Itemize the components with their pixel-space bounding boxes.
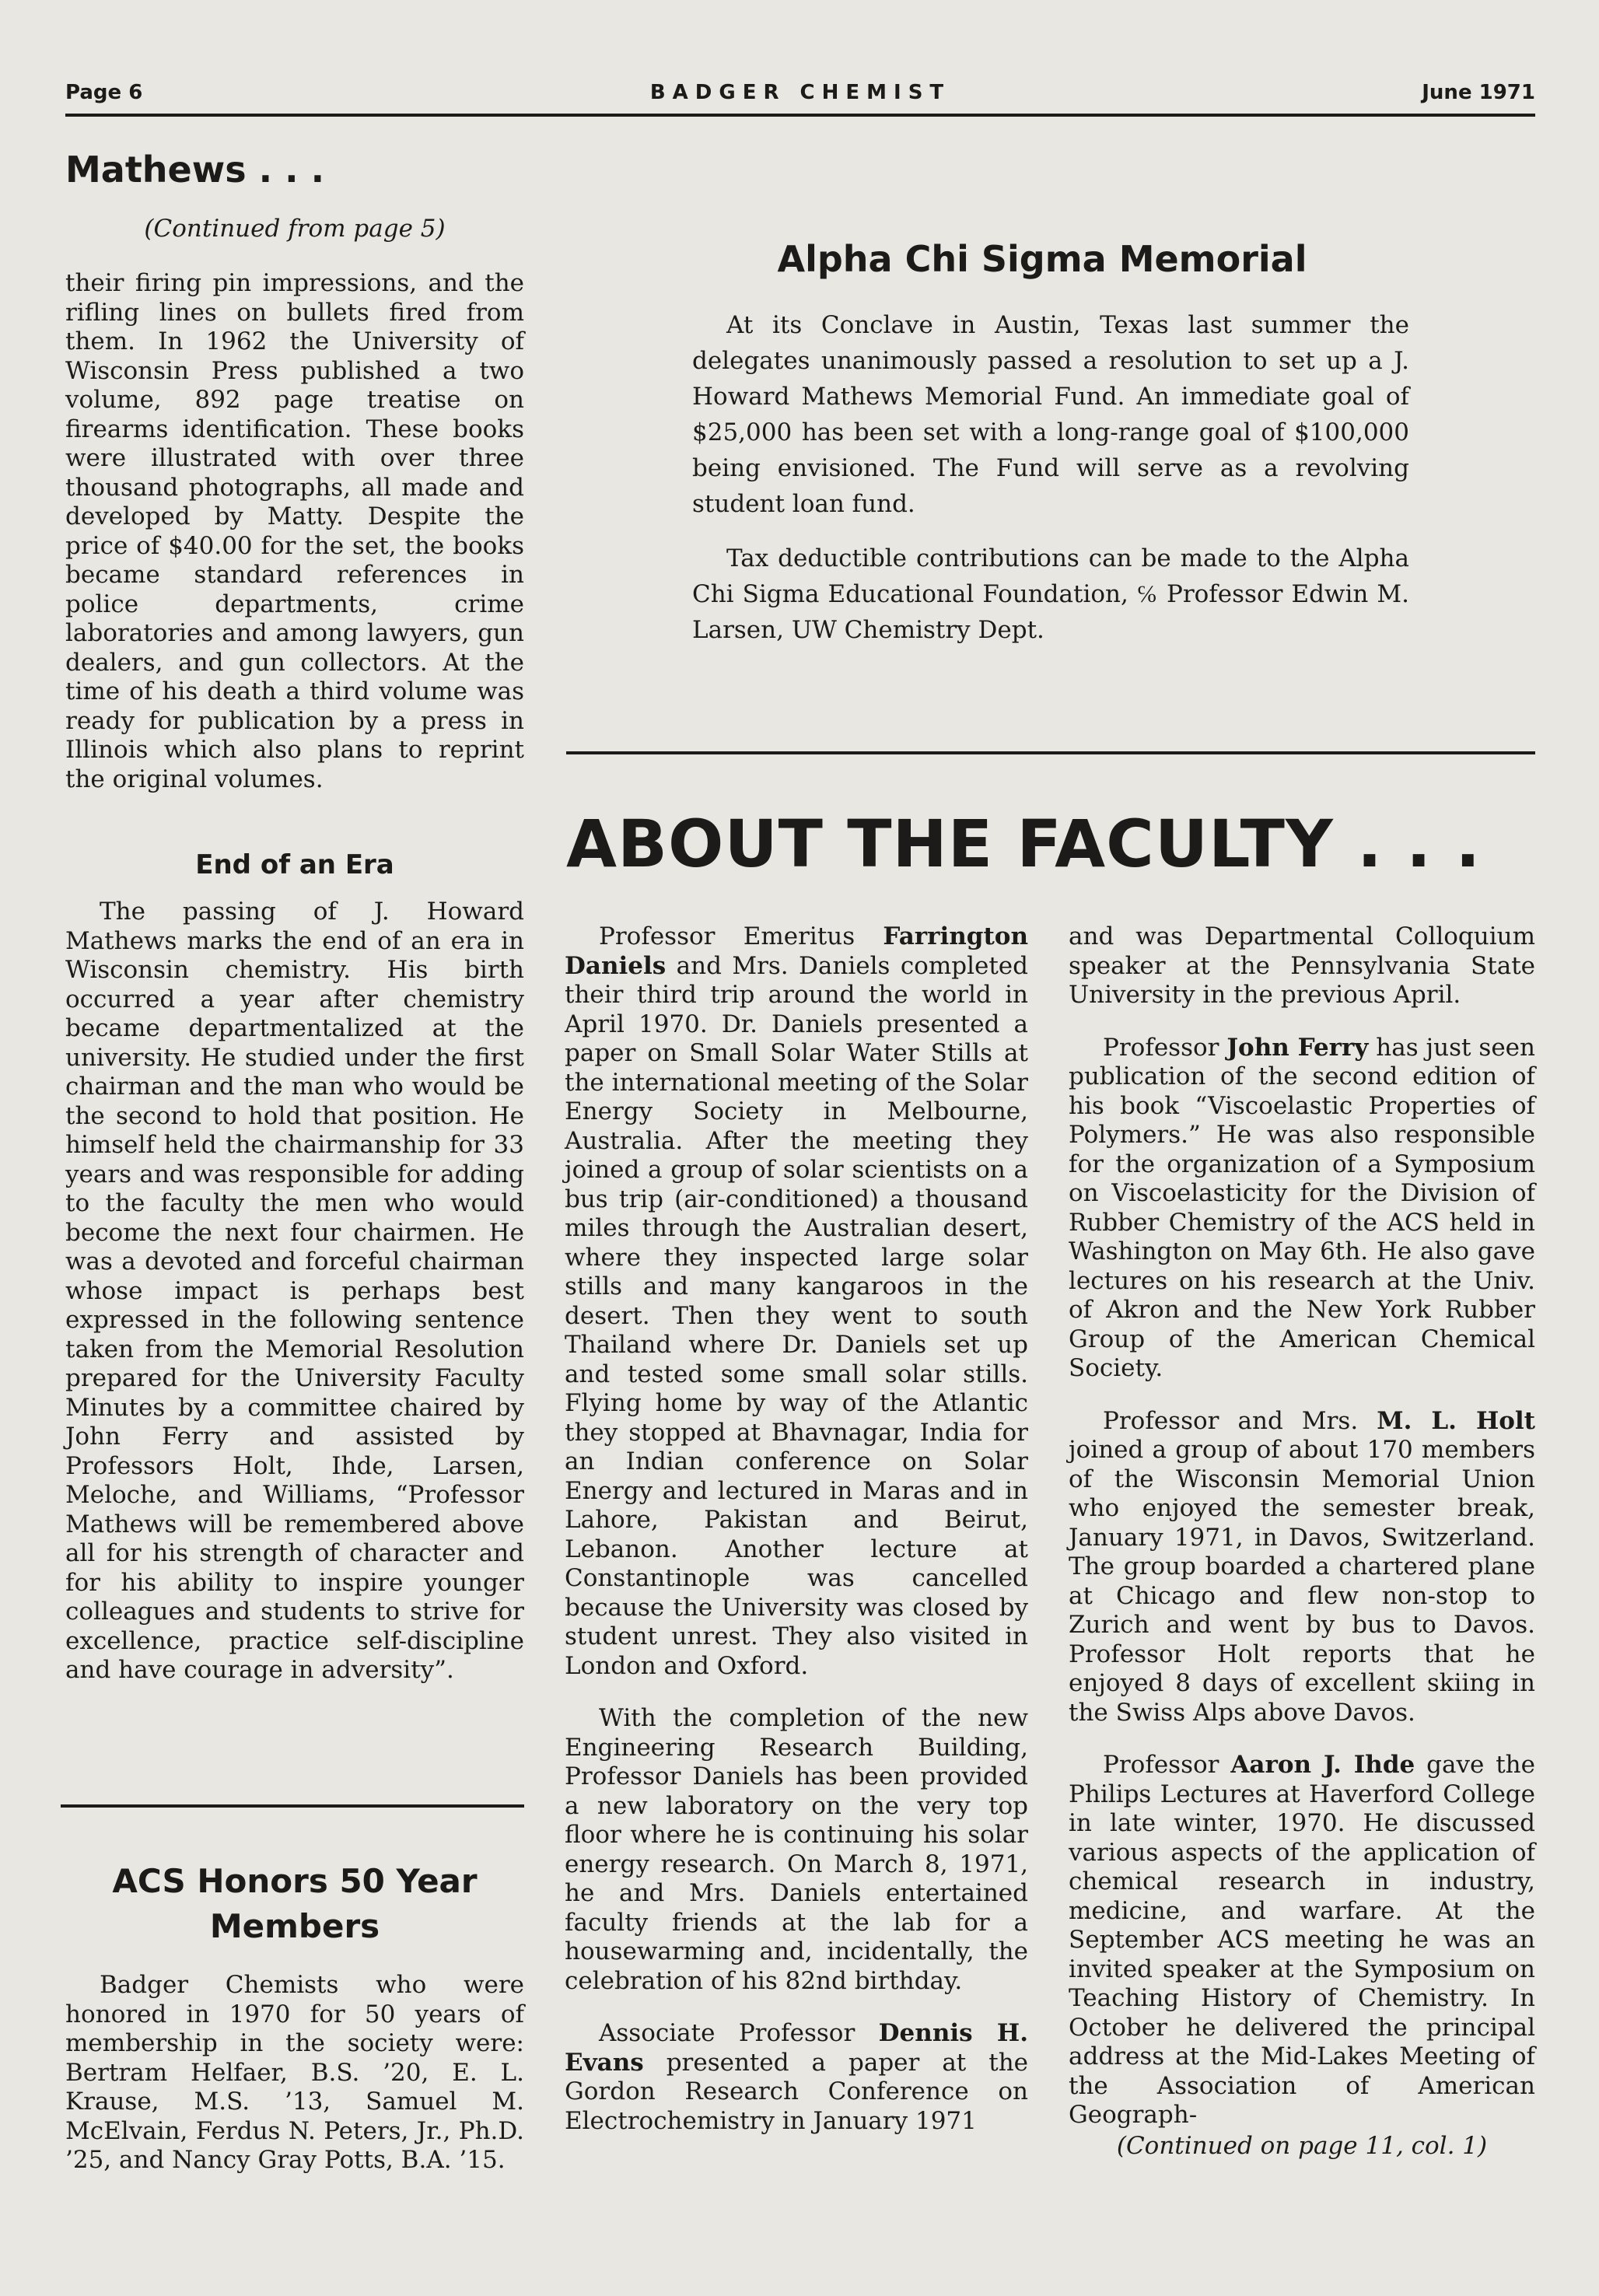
acs-honors-heading-line1: ACS Honors 50 Year [112,1862,478,1900]
ihde-name: Aaron J. Ihde [1230,1751,1415,1779]
ihde-paragraph [1069,1751,1535,2130]
evans-body: presented a paper at the Gordon Research Conference on Electrochemistry in January 1971 [565,2048,1028,2135]
acs-honors-heading-line2: Members [209,1907,380,1945]
faculty-heading: ABOUT THE FACULTY . . . [566,806,1482,882]
ferry-paragraph [1069,1034,1535,1384]
ferry-lead: Professor [1103,1033,1227,1062]
section-rule [566,751,1535,754]
ihde-body: gave the Philips Lectures at Haverford College in late winter, 1970. He discussed various aspects of the application of chemical research in industry, medicine, and warfare. At the September ACS meeting he was an invited speaker at the Symposium on Teaching History of Chemistry. In October he delivered the principal address at the Mid-Lakes Meeting of the Association of American Geograph- [1069,1751,1535,2129]
memorial-heading: Alpha Chi Sigma Memorial [777,238,1307,280]
holt-name: M. L. Holt [1377,1406,1535,1435]
mathews-body: their firing pin impressions, and the rifling lines on bullets fired from them. In 1962 the University of Wisconsin Press published a two volume, 892 page treatise on firearms identification. These books were illustrated with over three thousand photographs, all made and developed by Matty. Despite the price of $40.00 for the set, the books became standard references in police departments, crime laboratories and among lawyers, gun dealers, and gun collectors. At the time of his death a third volume was ready for publication by a press in Illinois which also plans to reprint the original volumes. [65,269,524,793]
daniels-lab-paragraph: With the completion of the new Engineering Research Building, Professor Daniels has been provided a new laboratory on the very top floor where he is continuing his solar energy research. On March 8, 1971, he and Mrs. Daniels entertained faculty friends at the lab for a housewarming and, incidentally, the celebration of his 82nd birthday. [565,1704,1028,1995]
daniels-body: and Mrs. Daniels completed their third trip around the world in April 1970. Dr. Daniels presented a paper on Small Solar Water Stills at the international meeting of the Solar Energy Society in Melbourne, Australia. After the meeting they joined a group of solar scientists on a bus trip (air-conditioned) a thousand miles through the Australian desert, where they inspected large solar stills and many kangaroos in the desert. Then they went to south Thailand where Dr. Daniels set up and tested some small solar stills. Flying home by way of the Atlantic they stopped at Bhavnagar, India for an Indian conference on Solar Energy and lectured in Maras and in Lahore, Pakistan and Beirut, Lebanon. Another lecture at Constantinople was cancelled because the University was closed by student unrest. They also visited in London and Oxford. [565,951,1028,1680]
ferry-body: has just seen publication of the second edition of his book “Viscoelastic Properties of Polymers.” He was also responsible for the organization of a Symposium on Viscoelasticity for the Division of Rubber Chemistry of the ACS held in Washington on May 6th. He also gave lectures on his research at the Univ. of Akron and the New York Rubber Group of the American Chemical Society. [1069,1033,1535,1382]
ihde-lead: Professor [1103,1751,1231,1779]
acs-honors-article [65,1859,524,2175]
daniels-name: Farrington Daniels [565,922,1028,980]
evans-name: Dennis H. Evans [565,2019,1028,2077]
memorial-article [692,237,1409,648]
faculty-column-1 [565,922,1028,2136]
end-of-era-body: The passing of J. Howard Mathews marks the end of an era in Wisconsin chemistry. His birth occurred a year after chemistry became departmentalized at the university. He studied under the first chairman and the man who would be the second to hold that position. He himself held the chairmanship for 33 years and was responsible for adding to the faculty the men who would become the next four chairmen. He was a devoted and forceful chairman whose impact is perhaps best expressed in the following sentence taken from the Memorial Resolution prepared for the University Faculty Minutes by a committee chaired by John Ferry and assisted by Professors Holt, Ihde, Larsen, Meloche, and Williams, “Professor Mathews will be remembered above all for his strength of character and for his ability to inspire younger colleagues and students to strive for excellence, practice self-discipline and have courage in adversity”. [65,898,524,1684]
left-column-rule [61,1804,524,1808]
holt-paragraph [1069,1407,1535,1728]
publication-title: BADGER CHEMIST [649,81,951,104]
acs-honors-body: Badger Chemists who were honored in 1970 for 50 years of membership in the society were: Bertram Helfaer, B.S. ’20, E. L. Krause, M.S. ’13, Samuel M. McElvain, Ferdus N. Peters, Jr., Ph.D. ’25, and Nancy Gray Potts, B.A. ’15. [65,1971,524,2174]
issue-date: June 1971 [1422,81,1535,104]
page-number: Page 6 [65,81,143,104]
holt-lead: Professor and Mrs. [1103,1406,1377,1435]
acs-honors-heading [65,1859,524,1949]
continued-on-note: (Continued on page 11, col. 1) [1116,2131,1488,2160]
memorial-para-2: Tax deductible contributions can be made to the Alpha Chi Sigma Educational Foundation, ℅ Professor Edwin M. Larsen, UW Chemistry Dept. [692,544,1409,644]
evans-paragraph [565,2019,1028,2136]
end-of-era-heading: End of an Era [195,849,394,880]
running-header [65,81,1535,112]
ferry-name: John Ferry [1226,1033,1369,1062]
mathews-article [65,148,524,794]
holt-body: joined a group of about 170 members of the Wisconsin Memorial Union who enjoyed the semester break, January 1971, in Davos, Switzerland. The group boarded a chartered plane at Chicago and flew non-stop to Zurich and went by bus to Davos. Professor Holt reports that he enjoyed 8 days of excellent skiing in the Swiss Alps above Davos. [1069,1436,1535,1727]
memorial-para-1: At its Conclave in Austin, Texas last summer the delegates unanimously passed a resolution to set up a J. Howard Mathews Memorial Fund. An immediate goal of $25,000 has been set with a long-range goal of $100,000 being envisioned. The Fund will serve as a revolving student loan fund. [692,311,1409,518]
daniels-lead: Professor Emeritus [599,922,883,950]
continued-from-note: (Continued from page 5) [144,215,446,243]
end-of-era-article [65,848,524,1685]
mathews-heading: Mathews . . . [65,149,325,191]
evans-continuation: and was Departmental Colloquium speaker at the Pennsylvania State University in the previous April. [1069,922,1535,1009]
header-rule [65,114,1535,117]
daniels-paragraph [565,922,1028,1681]
faculty-column-2 [1069,922,1535,2161]
evans-lead: Associate Professor [599,2019,879,2047]
